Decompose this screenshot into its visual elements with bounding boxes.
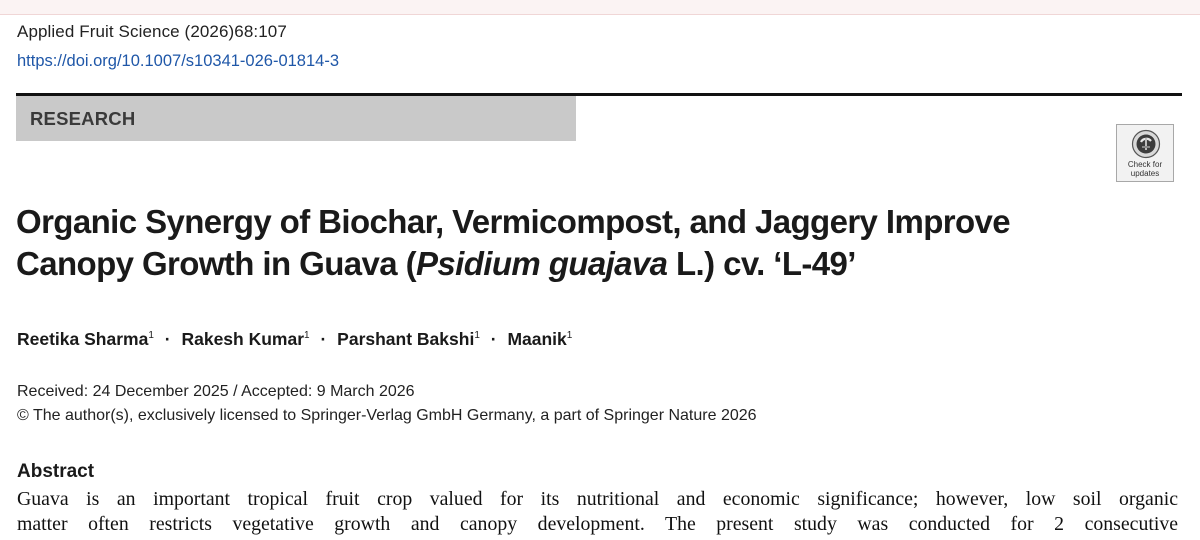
title-line-1: Organic Synergy of Biochar, Vermicompost, and Jaggery Improve: [16, 203, 1011, 240]
check-for-updates-line2: updates: [1130, 168, 1160, 178]
browser-top-strip: [0, 0, 1200, 15]
title-line-2-end: L.) cv. ‘L-49’: [667, 245, 856, 282]
author-separator: ·: [490, 329, 497, 349]
article-type-label: RESEARCH: [30, 108, 136, 129]
author-separator: ·: [320, 329, 327, 349]
author-name[interactable]: Reetika Sharma: [17, 329, 149, 349]
abstract-line-2: matter often restricts vegetative growth and canopy development. The present study was conducted for 2 consecutive: [17, 513, 1178, 535]
author-affiliation: 1: [304, 330, 310, 341]
author-list: [17, 329, 572, 350]
article-title: [16, 201, 1116, 285]
author-name[interactable]: Parshant Bakshi: [337, 329, 475, 349]
copyright-notice: © The author(s), exclusively licensed to Springer-Verlag GmbH Germany, a part of Springer Nature 2026: [17, 407, 757, 424]
doi-link[interactable]: https://doi.org/10.1007/s10341-026-01814-3: [17, 52, 339, 70]
abstract-text: [17, 487, 1178, 537]
check-for-updates-text: [1117, 161, 1173, 178]
species-name: Psidium guajava: [415, 245, 668, 282]
check-for-updates-icon: [1131, 129, 1161, 159]
author-affiliation: 1: [148, 330, 154, 341]
author-affiliation: 1: [566, 330, 573, 341]
journal-citation: Applied Fruit Science (2026)68:107: [17, 22, 287, 41]
check-for-updates-button[interactable]: [1116, 124, 1174, 182]
abstract-heading: Abstract: [17, 461, 95, 482]
check-for-updates-line1: Check for: [1127, 160, 1163, 169]
author-affiliation: 1: [474, 330, 480, 341]
title-line-2-start: Canopy Growth in Guava (: [16, 245, 416, 282]
author-name[interactable]: Maanik: [507, 329, 567, 349]
abstract-line-1: Guava is an important tropical fruit crop valued for its nutritional and economic significance; however, low soil organic: [17, 488, 1178, 510]
author-name[interactable]: Rakesh Kumar: [181, 329, 305, 349]
author-separator: ·: [164, 329, 171, 349]
received-accepted-dates: Received: 24 December 2025 / Accepted: 9 March 2026: [17, 383, 415, 400]
